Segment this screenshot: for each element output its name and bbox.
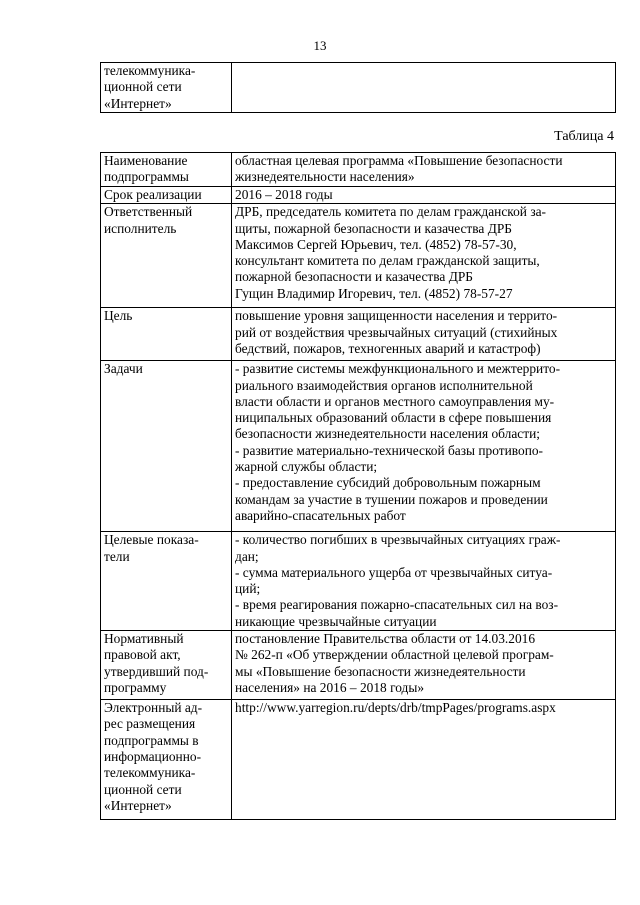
row-label: Срок реализации xyxy=(101,187,232,204)
row-label: Цель xyxy=(101,308,232,361)
row-label: телекоммуника- ционной сети «Интернет» xyxy=(101,63,232,113)
row-label: Задачи xyxy=(101,361,232,532)
row-value: повышение уровня защищенности населения и террито- рий от воздействия чрезвычайных ситуаций (стихийных бедствий, пожаров, техногенных аварий и катастроф) xyxy=(232,308,616,361)
row-value: ДРБ, председатель комитета по делам гражданской за- щиты, пожарной безопасности и казачества ДРБ Максимов Сергей Юрьевич, тел. (4852) 78-57-30, консультант комитета по делам гражданской защиты, пожарной безопасности и казачества ДРБ Гущин Владимир Игоревич, тел. (4852) 78-57-27 xyxy=(232,204,616,308)
row-value: - количество погибших в чрезвычайных ситуациях граж- дан; - сумма материального ущерба от чрезвычайных ситуа- ций; - время реагирования пожарно-спасательных сил на воз- никающие чрезвычайные ситуации xyxy=(232,532,616,631)
table-row xyxy=(101,308,616,361)
row-value: 2016 – 2018 годы xyxy=(232,187,616,204)
row-label: Нормативный правовой акт, утвердивший под- программу xyxy=(101,631,232,700)
url-link[interactable]: http://www.yarregion.ru/depts/drb/tmpPages/programs.aspx xyxy=(232,700,616,820)
table-row xyxy=(101,361,616,532)
table-row xyxy=(101,187,616,204)
table-row xyxy=(101,532,616,631)
table-caption: Таблица 4 xyxy=(554,129,614,144)
table-row xyxy=(101,631,616,700)
row-label: Ответственный исполнитель xyxy=(101,204,232,308)
table-row xyxy=(101,204,616,308)
row-label: Электронный ад- рес размещения подпрограммы в информационно- телекоммуника- ционной сети «Интернет» xyxy=(101,700,232,820)
row-value xyxy=(232,63,616,113)
row-value: областная целевая программа «Повышение безопасности жизнедеятельности населения» xyxy=(232,153,616,187)
continuation-table xyxy=(100,62,616,113)
subprogram-passport-table xyxy=(100,152,616,820)
page-number: 13 xyxy=(313,38,327,53)
row-value: - развитие системы межфункционального и межтеррито- риального взаимодействия органов исполнительной власти области и органов местного самоуправления му- ниципальных образований области в сфере повышения безопасности жизнедеятельности населения области; - развитие материально-технической базы противопо- жарной службы области; - предоставление субсидий добровольным пожарным командам за участие в тушении пожаров и проведении аварийно-спасательных работ xyxy=(232,361,616,532)
table-row xyxy=(101,63,616,113)
row-value: постановление Правительства области от 14.03.2016 № 262-п «Об утверждении областной целевой програм- мы «Повышение безопасности жизнедеятельности населения» на 2016 – 2018 годы» xyxy=(232,631,616,700)
table-row xyxy=(101,700,616,820)
row-label: Целевые показа- тели xyxy=(101,532,232,631)
table-row xyxy=(101,153,616,187)
row-label: Наименование подпрограммы xyxy=(101,153,232,187)
